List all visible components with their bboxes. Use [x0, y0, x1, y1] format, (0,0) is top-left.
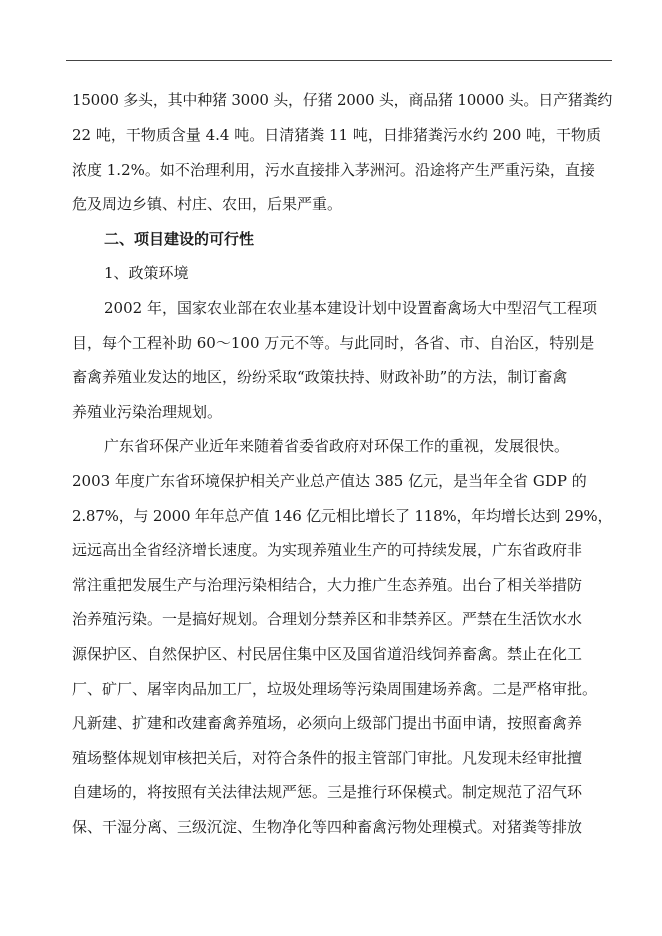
- paragraph-line: 自建场的，将按照有关法律法规严惩。三是推行环保模式。制定规范了沼气环: [72, 783, 583, 801]
- paragraph-line: 危及周边乡镇、村庄、农田，后果严重。: [72, 195, 343, 213]
- paragraph-line: 浓度 1.2%。如不治理利用，污水直接排入茅洲河。沿途将产生严重污染，直接: [72, 161, 595, 179]
- paragraph-line: 15000 多头，其中种猪 3000 头，仔猪 2000 头，商品猪 10000 头。日产猪粪约: [72, 91, 613, 109]
- paragraph-line: 常注重把发展生产与治理污染相结合，大力推广生态养殖。出台了相关举措防: [72, 576, 583, 594]
- paragraph-line: 畜禽养殖业发达的地区，纷纷采取“政策扶持、财政补助”的方法，制订畜禽: [72, 368, 568, 386]
- paragraph-line: 保、干湿分离、三级沉淀、生物净化等四种畜禽污物处理模式。对猪粪等排放: [72, 818, 583, 836]
- paragraph-line: 2003 年度广东省环境保护相关产业总产值达 385 亿元，是当年全省 GDP 的: [72, 472, 587, 490]
- paragraph-line: 凡新建、扩建和改建畜禽养殖场，必须向上级部门提出书面申请，按照畜禽养: [72, 714, 583, 732]
- paragraph-line: 22 吨，干物质含量 4.4 吨。日清猪粪 11 吨，日排猪粪污水约 200 吨，干物质: [72, 126, 602, 144]
- paragraph-line: 2.87%，与 2000 年年总产值 146 亿元相比增长了 118%，年均增长达到 29%，: [72, 507, 613, 525]
- paragraph-line: 治养殖污染。一是搞好规划。合理划分禁养区和非禁养区。严禁在生活饮水水: [72, 610, 583, 628]
- paragraph-line: 目，每个工程补助 60～100 万元不等。与此同时，各省、市、自治区，特别是: [72, 334, 595, 352]
- paragraph-line: 厂、矿厂、屠宰肉品加工厂，垃圾处理场等污染周围建场养禽。二是严格审批。: [72, 680, 598, 698]
- paragraph-line: 广东省环保产业近年来随着省委省政府对环保工作的重视，发展很快。: [104, 437, 570, 455]
- paragraph-line: 养殖业污染治理规划。: [72, 403, 223, 421]
- paragraph-line: 2002 年，国家农业部在农业基本建设计划中设置畜禽场大中型沼气工程项: [104, 299, 597, 317]
- subsection-heading: 1、政策环境: [104, 264, 189, 282]
- section-heading: 二、项目建设的可行性: [104, 230, 255, 248]
- header-rule: [66, 60, 612, 61]
- paragraph-line: 远远高出全省经济增长速度。为实现养殖业生产的可持续发展，广东省政府非: [72, 541, 583, 559]
- paragraph-line: 源保护区、自然保护区、村民居住集中区及国省道沿线饲养畜禽。禁止在化工: [72, 645, 583, 663]
- paragraph-line: 殖场整体规划审核把关后，对符合条件的报主管部门审批。凡发现未经审批擅: [72, 749, 583, 767]
